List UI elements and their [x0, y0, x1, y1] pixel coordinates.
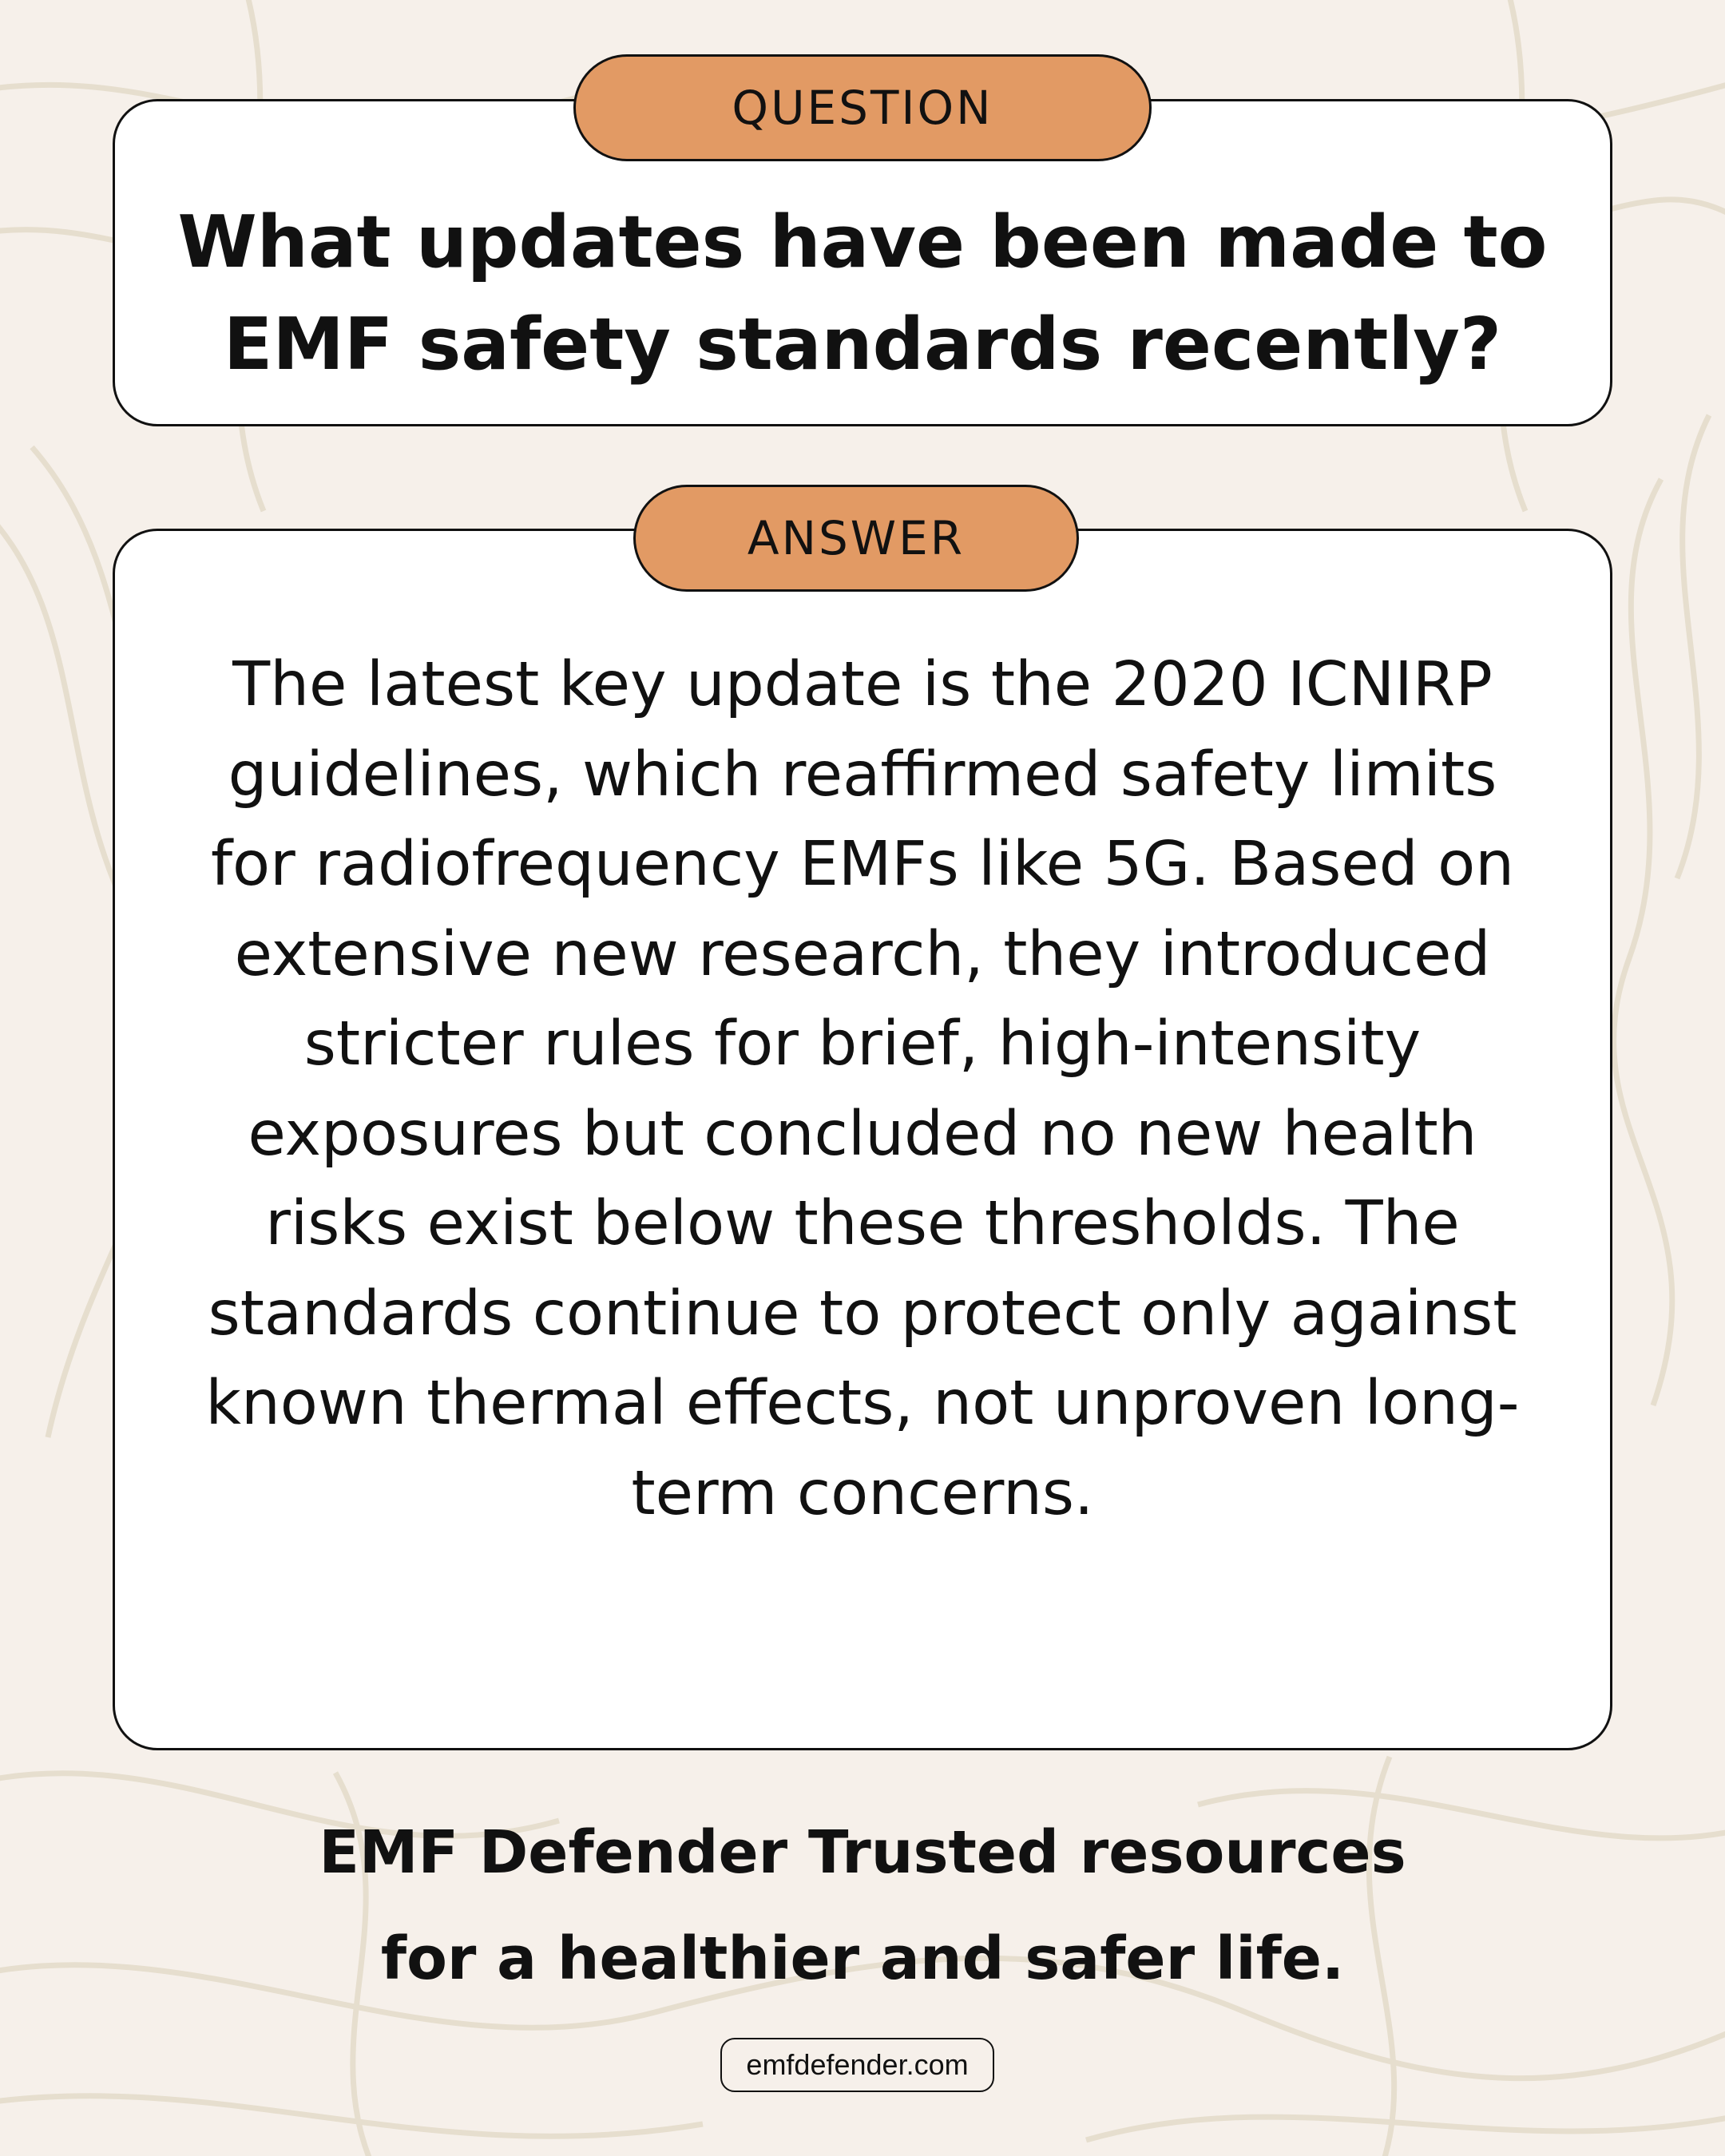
question-text: What updates have been made to EMF safety standards recently? — [177, 200, 1548, 386]
website-link[interactable]: emfdefender.com — [720, 2038, 994, 2092]
question-label-badge: QUESTION — [573, 54, 1152, 161]
tagline — [113, 1800, 1612, 2012]
tagline-line-1: EMF Defender Trusted resources — [319, 1818, 1406, 1887]
answer-label-badge: ANSWER — [633, 485, 1079, 592]
tagline-line-2: for a healthier and safer life. — [380, 1924, 1345, 1993]
answer-text: The latest key update is the 2020 ICNIRP guidelines, which reaffirmed safety limits for radiofrequency EMFs like 5G. Based on extensive new research, they introduced stricter rules for brief, high-intensity exposures but concluded no new health risks exist below these thresholds. The standards continue to protect only against known thermal effects, not unproven long-term concerns. — [205, 649, 1520, 1529]
